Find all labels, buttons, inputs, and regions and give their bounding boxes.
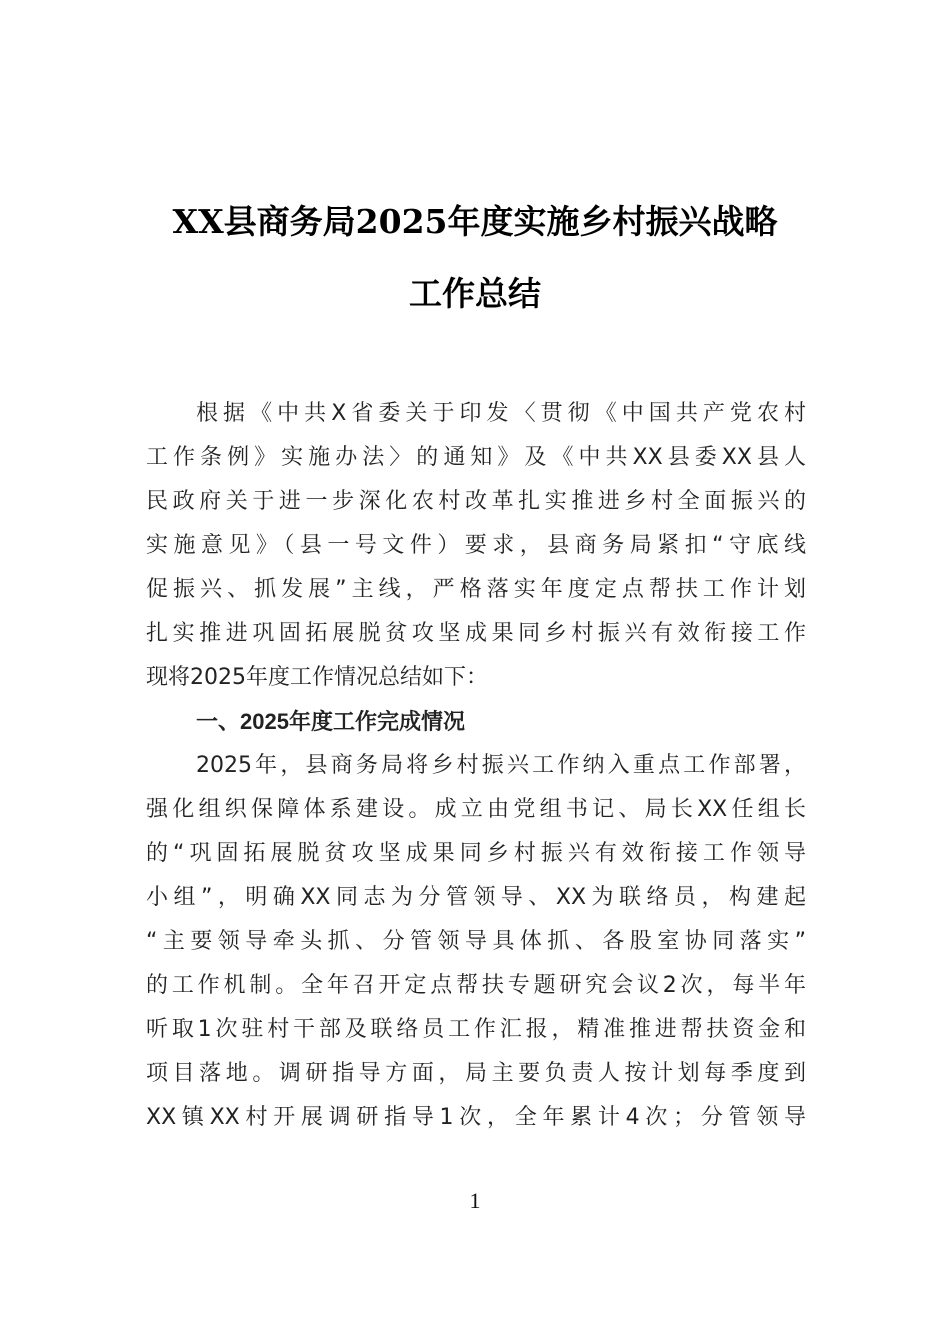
section-heading: 一、2025年度工作完成情况 (196, 709, 465, 734)
paragraph-2-line: 的工作机制。全年召开定点帮扶专题研究会议2次，每半年 (146, 973, 806, 998)
paragraph-1-line: 现将2025年度工作情况总结如下： (146, 665, 488, 690)
document-body (146, 392, 806, 1140)
paragraph-2-line: 的“巩固拓展脱贫攻坚成果同乡村振兴有效衔接工作领导 (146, 841, 806, 866)
paragraph-2-line: 项目落地。调研指导方面，局主要负责人按计划每季度到 (146, 1061, 806, 1086)
paragraph-1-line: 工作条例》实施办法〉的通知》及《中共XX县委XX县人 (146, 445, 806, 470)
page-number: 1 (469, 1188, 481, 1213)
document-title-line-1: XX县商务局2025年度实施乡村振兴战略 (172, 202, 778, 241)
paragraph-2-line: 2025年，县商务局将乡村振兴工作纳入重点工作部署， (196, 753, 806, 778)
paragraph-1-line: 实施意见》（县一号文件）要求，县商务局紧扣“守底线 (146, 533, 806, 558)
paragraph-1-line: 民政府关于进一步深化农村改革扎实推进乡村全面振兴的 (146, 489, 806, 514)
paragraph-2-line: 小组”，明确XX同志为分管领导、XX为联络员，构建起 (146, 885, 806, 910)
paragraph-1-line: 促振兴、抓发展”主线，严格落实年度定点帮扶工作计划 (146, 577, 806, 602)
paragraph-1-line: 根据《中共X省委关于印发〈贯彻《中国共产党农村 (196, 401, 806, 426)
paragraph-2-line: 听取1次驻村干部及联络员工作汇报，精准推进帮扶资金和 (146, 1017, 806, 1042)
paragraph-2-line: XX镇XX村开展调研指导1次，全年累计4次；分管领导 (146, 1105, 806, 1130)
document-title-line-2: 工作总结 (409, 274, 541, 313)
paragraph-2-line: 强化组织保障体系建设。成立由党组书记、局长XX任组长 (146, 797, 806, 822)
paragraph-1-line: 扎实推进巩固拓展脱贫攻坚成果同乡村振兴有效衔接工作 (146, 621, 806, 646)
paragraph-2-line: “主要领导牵头抓、分管领导具体抓、各股室协同落实” (146, 929, 806, 954)
